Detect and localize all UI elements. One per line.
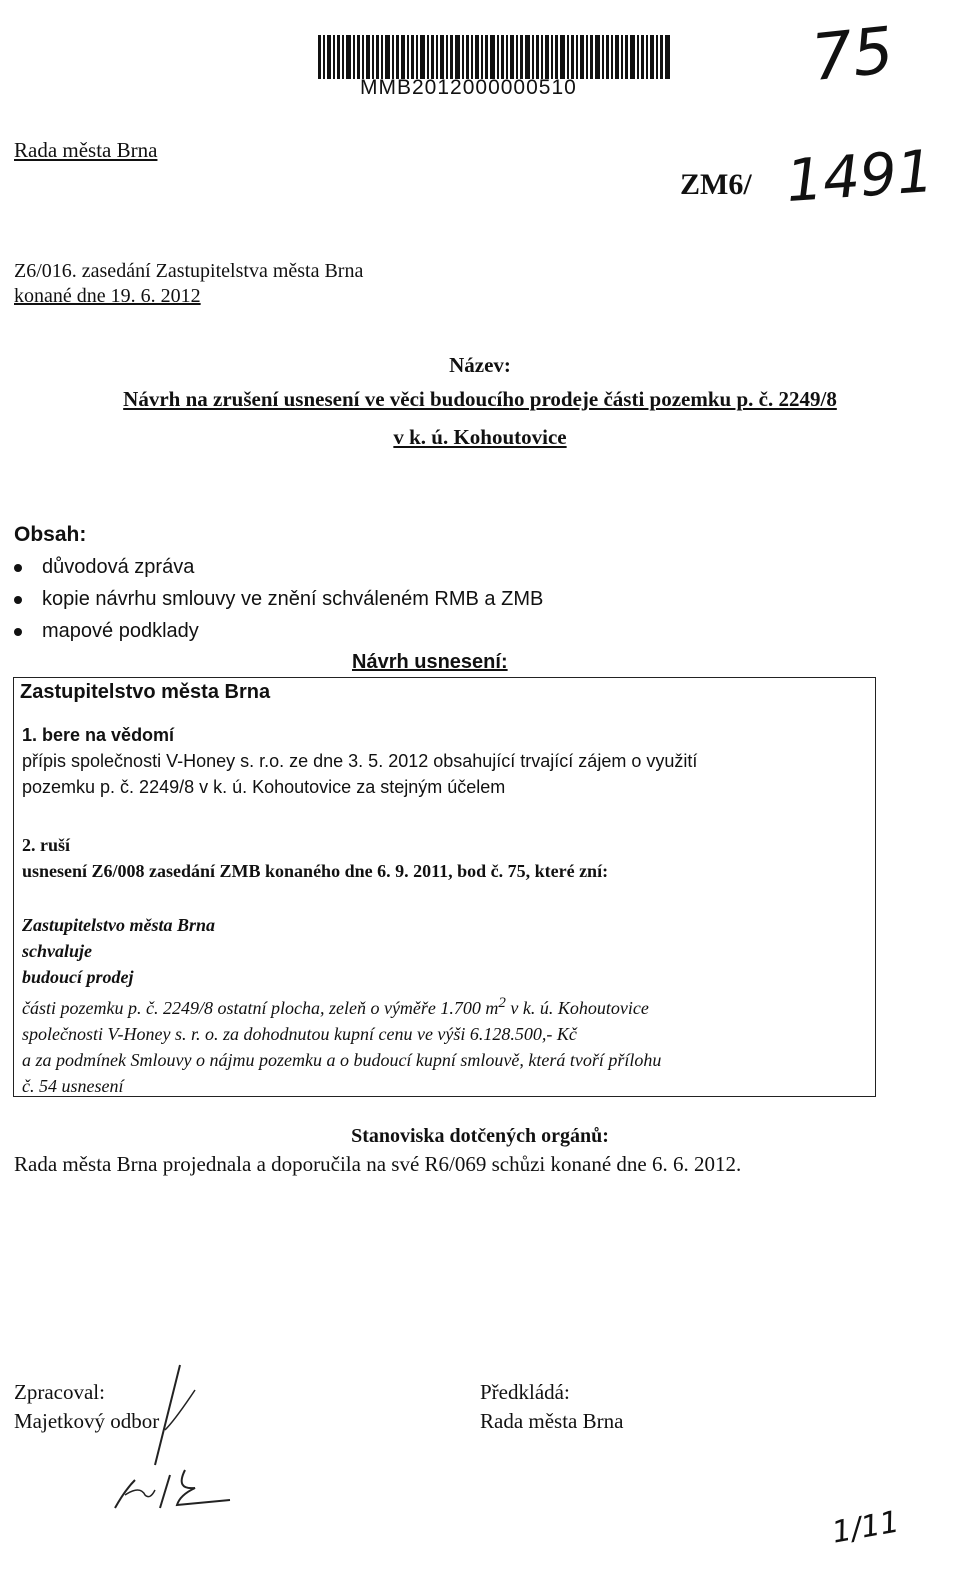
quoted-resolution — [22, 912, 661, 1099]
point2-heading: 2. ruší — [22, 835, 71, 855]
quote-verb: schvaluje — [22, 941, 92, 961]
submitted-body: Rada města Brna — [480, 1409, 624, 1433]
quote-line: společnosti V-Honey s. r. o. za dohodnutou kupní cenu ve výši 6.128.500,- Kč — [22, 1024, 577, 1044]
quote-line: části pozemku p. č. 2249/8 ostatní plocha, zeleň o výměře 1.700 $m^2$ v k. ú. Kohoutovice — [22, 995, 649, 1018]
quote-object: budoucí prodej — [22, 967, 134, 987]
list-item: důvodová zpráva — [14, 551, 543, 583]
bullet-icon — [14, 596, 22, 604]
document-code-prefix: ZM6/ — [680, 168, 752, 201]
quote-line: č. 54 usnesení — [22, 1076, 124, 1096]
submitted-by — [480, 1378, 623, 1436]
point1-heading: 1. bere na vědomí — [22, 725, 175, 745]
bullet-icon — [14, 564, 22, 572]
document-title-line2: v k. ú. Kohoutovice — [393, 425, 567, 449]
submitted-label: Předkládá: — [480, 1380, 570, 1404]
prepared-department: Majetkový odbor — [14, 1409, 160, 1433]
proposal-box — [13, 677, 876, 1097]
barcode-number: MMB2012000000510 — [360, 76, 577, 99]
point1-text-line2: pozemku p. č. 2249/8 v k. ú. Kohoutovice za stejným účelem — [22, 777, 506, 797]
quote-body: Zastupitelstvo města Brna — [22, 915, 216, 935]
page-mark: 1/11 — [829, 1504, 902, 1551]
session-line: Z6/016. zasedání Zastupitelstva města Brna — [14, 260, 364, 282]
title-label: Název: — [449, 353, 511, 377]
proposal-body: Zastupitelstvo města Brna — [20, 681, 271, 703]
session-info — [14, 259, 363, 309]
barcode — [318, 35, 670, 79]
point1-text: přípis společnosti V-Honey s. r.o. ze dne 3. 5. 2012 obsahující trvající zájem o využití — [22, 751, 698, 771]
signature-icon — [95, 1360, 245, 1510]
handwritten-document-number: 1491 — [783, 136, 936, 216]
point2-text: usnesení Z6/008 zasedání ZMB konaného dne 6. 9. 2011, bod č. 75, které zní: — [22, 861, 609, 881]
quote-line: a za podmínek Smlouvy o nájmu pozemku a o budoucí kupní smlouvě, která tvoří přílohu — [22, 1050, 662, 1070]
proposal-label: Návrh usnesení: — [352, 651, 508, 673]
list-item: mapové podklady — [14, 615, 543, 647]
document-code — [680, 168, 752, 202]
bullet-icon — [14, 628, 22, 636]
list-item: kopie návrhu smlouvy ve znění schváleném RMB a ZMB — [14, 583, 543, 615]
prepared-label: Zpracoval: — [14, 1380, 105, 1404]
point2 — [22, 832, 608, 884]
document-title: Návrh na zrušení usnesení ve věci budoucího prodeje části pozemku p. č. 2249/8 — [123, 387, 837, 411]
opinions-text: Rada města Brna projednala a doporučila na své R6/069 schůzi konané dne 6. 6. 2012. — [14, 1152, 742, 1176]
session-date: konané dne 19. 6. 2012 — [14, 285, 201, 307]
handwritten-number: 75 — [808, 13, 898, 97]
content-list — [14, 551, 543, 647]
content-label: Obsah: — [14, 523, 87, 546]
point1 — [22, 722, 697, 800]
opinions-heading: Stanoviska dotčených orgánů: — [351, 1125, 609, 1147]
council-name: Rada města Brna — [14, 138, 158, 162]
